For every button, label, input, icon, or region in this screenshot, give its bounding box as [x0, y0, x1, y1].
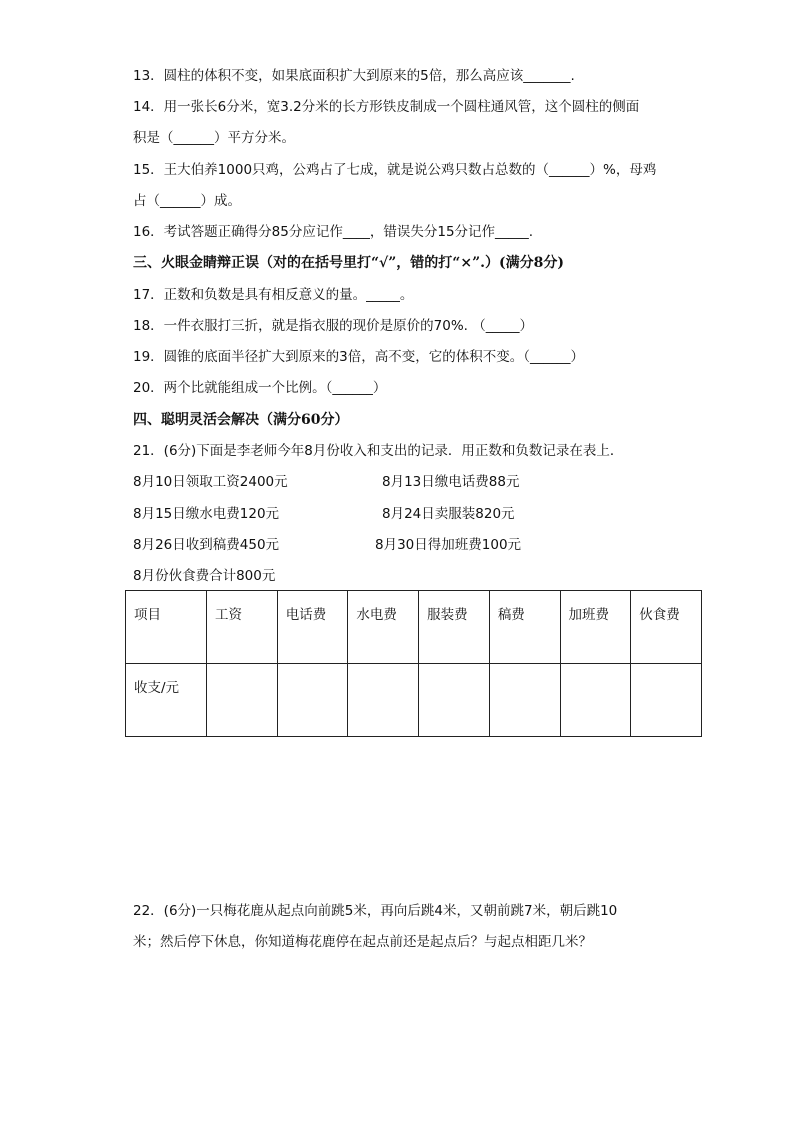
table-header-cell: 伙食费 — [631, 591, 702, 664]
table-header-cell: 服装费 — [419, 591, 490, 664]
table-header-cell: 工资 — [207, 591, 278, 664]
table-cell-blank[interactable] — [348, 664, 419, 737]
record-1-left: 8月10日领取工资2400元 — [133, 474, 288, 490]
record-2-left: 8月15日缴水电费120元 — [133, 506, 280, 522]
record-3-left: 8月26日收到稿费450元 — [133, 537, 280, 553]
question-13: 13．圆柱的体积不变，如果底面积扩大到原来的5倍，那么高应该_______. — [133, 68, 575, 84]
table-cell-blank[interactable] — [489, 664, 560, 737]
question-14-line2: 积是（______）平方分米。 — [133, 130, 295, 146]
question-14-line1: 14．用一张长6分米，宽3.2分米的长方形铁皮制成一个圆柱通风管，这个圆柱的侧面 — [133, 99, 640, 115]
question-17: 17．正数和负数是具有相反意义的量。_____。 — [133, 287, 414, 303]
record-4: 8月份伙食费合计800元 — [133, 568, 276, 584]
question-21: 21．(6分)下面是李老师今年8月份收入和支出的记录．用正数和负数记录在表上． — [133, 443, 624, 459]
record-2-right: 8月24日卖服装820元 — [382, 506, 515, 522]
table-header-cell: 项目 — [126, 591, 207, 664]
question-15-line2: 占（______）成。 — [133, 193, 241, 209]
question-19: 19．圆锥的底面半径扩大到原来的3倍，高不变，它的体积不变。（______） — [133, 349, 585, 365]
question-15-line1: 15．王大伯养1000只鸡，公鸡占了七成，就是说公鸡只数占总数的（______）%，母鸡 — [133, 162, 657, 178]
table-cell-blank[interactable] — [207, 664, 278, 737]
table-header-row — [126, 591, 702, 664]
table-cell-blank[interactable] — [560, 664, 631, 737]
question-20: 20．两个比就能组成一个比例。（______） — [133, 380, 387, 396]
table-cell-blank[interactable] — [631, 664, 702, 737]
question-16: 16．考试答题正确得分85分应记作____，错误失分15分记作_____. — [133, 224, 534, 240]
table-header-cell: 电话费 — [277, 591, 348, 664]
table-cell-blank[interactable] — [419, 664, 490, 737]
table-header-cell: 加班费 — [560, 591, 631, 664]
table-row — [126, 664, 702, 737]
table-header-cell: 稿费 — [489, 591, 560, 664]
section-3-heading: 三、火眼金睛辩正误（对的在括号里打“√”，错的打“×”.）(满分8分) — [133, 255, 565, 271]
question-22-line2: 米；然后停下休息，你知道梅花鹿停在起点前还是起点后？与起点相距几米？ — [133, 934, 592, 950]
table-header-cell: 水电费 — [348, 591, 419, 664]
question-18: 18．一件衣服打三折，就是指衣服的现价是原价的70%. （_____） — [133, 318, 534, 334]
income-expense-table — [125, 590, 702, 737]
record-1-right: 8月13日缴电话费88元 — [382, 474, 520, 490]
section-4-heading: 四、聪明灵活会解决（满分60分） — [133, 412, 349, 428]
table-cell-blank[interactable] — [277, 664, 348, 737]
record-3-right: 8月30日得加班费100元 — [375, 537, 522, 553]
question-22-line1: 22．(6分)一只梅花鹿从起点向前跳5米，再向后跳4米，又朝前跳7米，朝后跳10 — [133, 903, 618, 919]
table-row-label: 收支/元 — [126, 664, 207, 737]
